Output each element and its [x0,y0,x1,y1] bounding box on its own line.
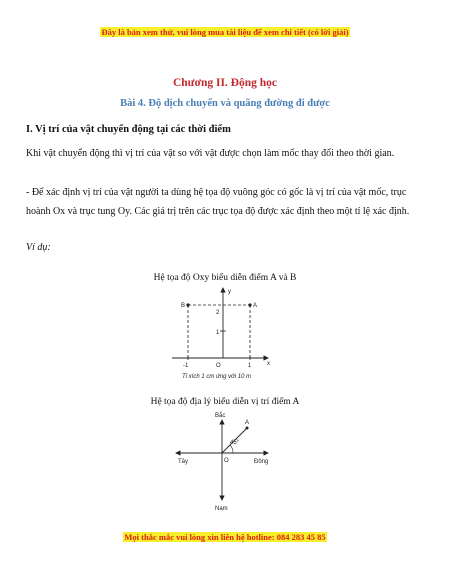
figure2-title: Hệ tọa độ địa lý biểu diễn vị trí điểm A [150,397,300,407]
figure1-point-a [248,303,251,306]
figure2-south-label: Nam [215,506,228,512]
figure1-oxy-diagram [0,283,450,383]
figure1-tick-x1: 1 [248,363,252,369]
figure1-b-label: B [181,303,186,309]
figure2-origin-label: O [224,458,229,464]
figure2-a-label: A [245,420,250,426]
figure1-tick-y2: 2 [216,310,220,316]
chapter-title: Chương II. Động học [172,77,278,89]
figure1-tick-xm1: -1 [183,363,189,369]
figure2-angle-arc [230,445,233,453]
figure2-point-a [246,427,249,430]
figure1-a-label: A [253,303,258,309]
figure1-origin-label: O [216,363,221,369]
figure2-west-label: Tây [178,459,189,465]
figure1-y-label: y [228,289,231,295]
bottom-hotline-banner [0,532,450,542]
figure1-title: Hệ tọa độ Oxy biểu diễn điểm A và B [153,273,297,283]
figure1-x-label: x [267,361,270,367]
top-banner-text: Đây là bản xem thử, vui lòng mua tài liệu để xem chi tiết (có lời giải) [101,27,349,37]
bottom-banner-text: Mọi thắc mắc vui lòng xin liên hệ hotline: 084 283 45 85 [124,532,326,542]
figure2-compass-diagram [0,408,450,518]
lesson-title: Bài 4. Độ dịch chuyển và quãng đường đi được [120,98,330,109]
example-label: Ví dụ: [26,242,51,253]
figure2-north-label: Bắc [215,413,226,419]
figure1-scale-note: Tỉ xích 1 cm ứng với 10 m [182,374,252,380]
paragraph-position-change: Khi vật chuyển động thì vị trí của vật so với vật được chọn làm mốc thay đổi theo thời gian. [26,148,395,159]
figure2-east-label: Đông [254,459,269,465]
section-heading: I. Vị trí của vật chuyển động tại các thời điểm [26,124,231,135]
paragraph-coordinate-system: - Để xác định vị trí của vật người ta dùng hệ tọa độ vuông góc có gốc là vị trí của vật mốc, trục hoành Ox và trục tung Oy. Các giá trị trên các trục tọa độ được xác định theo một tỉ lệ xác định. [26,187,410,217]
figure2-angle-label: 45° [230,440,240,446]
figure1-tick-y1: 1 [216,330,220,336]
top-preview-banner [0,27,450,37]
figure1-point-b [186,303,189,306]
